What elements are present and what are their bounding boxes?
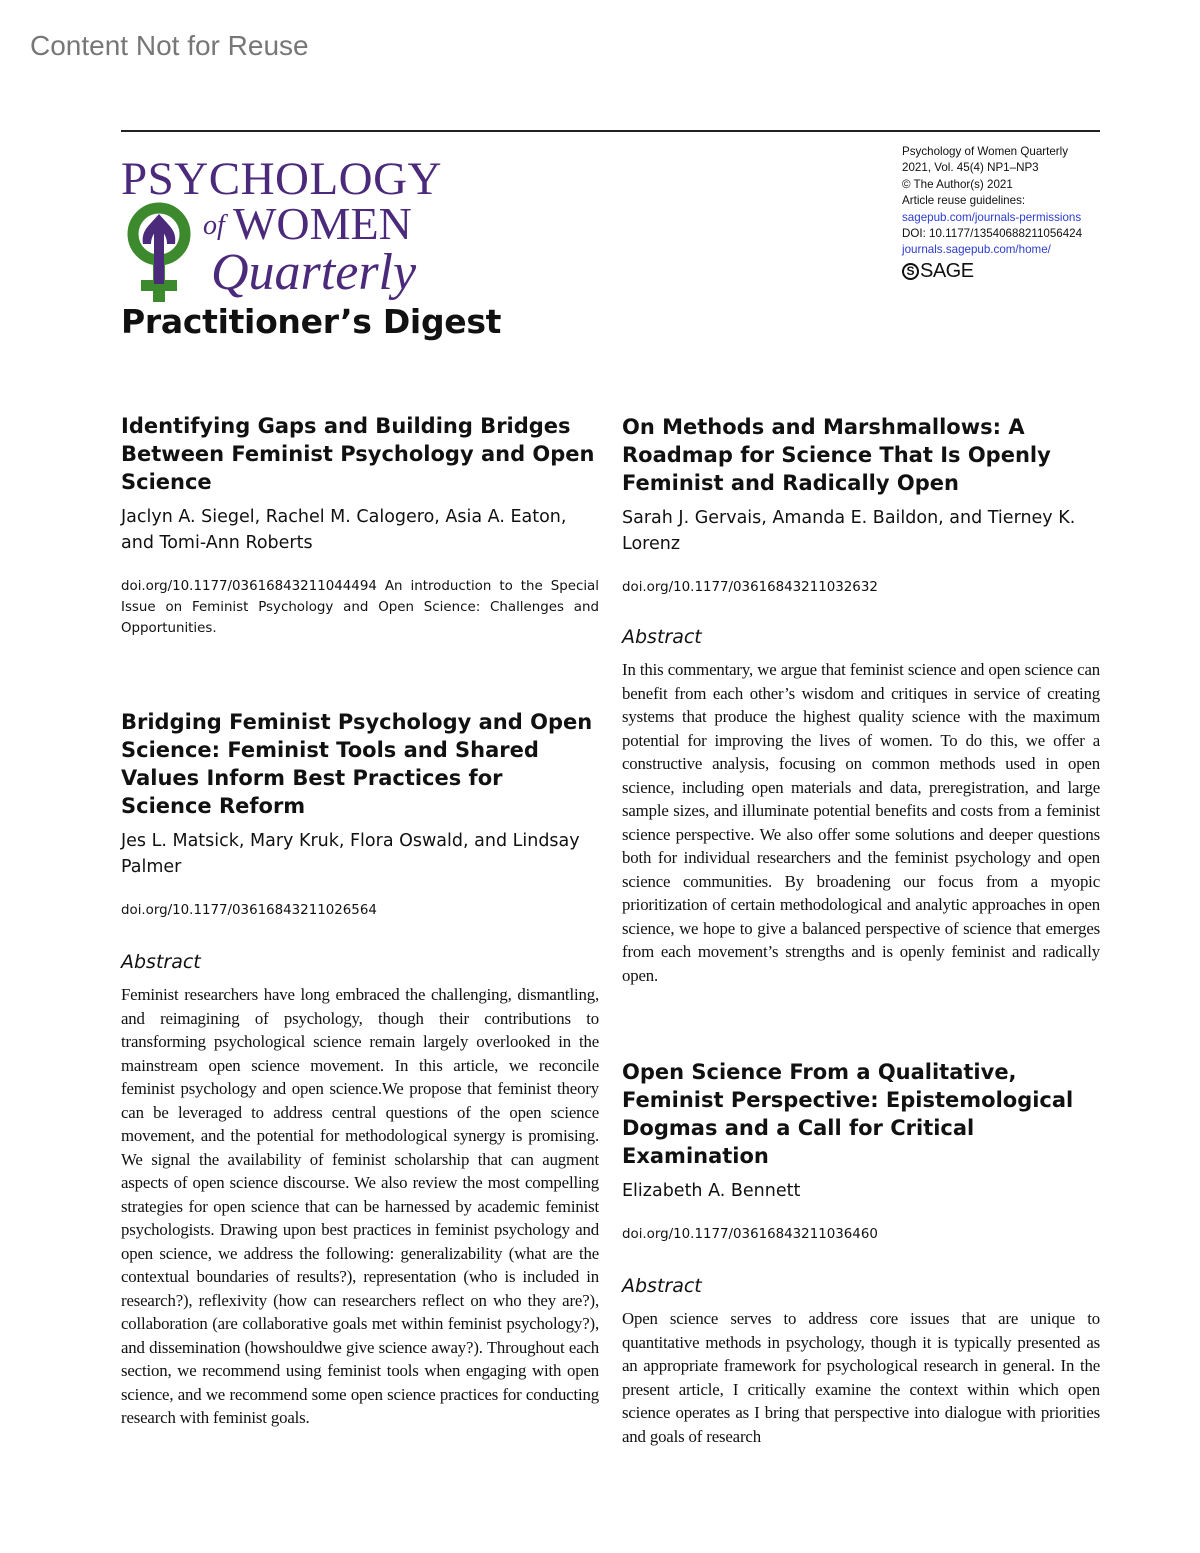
journal-logo bbox=[121, 152, 541, 312]
abstract-text: Feminist researchers have long embraced the challenging, dismantling, and reimagining of psychology, though their contributions to transforming psychological science remain largely overlooked in the mainstream open science movement. In this article, we reconcile feminist psychology and open science.We propose that feminist theory can be leveraged to address central questions of the open science movement, and the potential for methodological synergy is promising. We signal the availability of feminist scholarship that can augment aspects of open science discourse. We also review the most compelling strategies for open science that can be harnessed by academic feminist psychologists. Drawing upon best practices in feminist psychology and open science, we address the following: generalizability (what are the contextual boundaries of results?), representation (who is included in research?), reflexivity (how can researchers reflect on who they are?), collaboration (are collaborative goals met within feminist psychology?), and dissemination (howshouldwe give science away?). Throughout each section, we recommend using feminist tools when engaging with open science, and we recommend some open science practices for conducting research with feminist goals. bbox=[121, 985, 599, 1427]
abstract-heading: Abstract bbox=[121, 951, 201, 973]
article-authors: Jes L. Matsick, Mary Kruk, Flora Oswald, and Lindsay Palmer bbox=[121, 831, 580, 877]
article-title: Bridging Feminist Psychology and Open Science: Feminist Tools and Shared Values Inform Best Practices for Science Reform bbox=[121, 710, 593, 818]
abstract-text: Open science serves to address core issues that are unique to quantitative methods in psychology, though it is typically presented as an appropriate framework for psychological research in general. In the present article, I critically examine the context within which open science operates as I bring that perspective into dialogue with priorities and goals of research bbox=[622, 1309, 1100, 1446]
meta-reuse-link[interactable]: sagepub.com/journals-permissions bbox=[902, 210, 1082, 224]
logo-women-text: WOMEN bbox=[233, 198, 412, 249]
meta-journal: Psychology of Women Quarterly bbox=[902, 145, 1069, 158]
sage-mark-icon: S bbox=[902, 263, 919, 280]
article-4 bbox=[622, 1058, 1100, 1448]
watermark: Content Not for Reuse bbox=[30, 30, 309, 61]
section-title: Practitioner’s Digest bbox=[121, 302, 502, 341]
meta-volume: 2021, Vol. 45(4) NP1–NP3 bbox=[902, 161, 1039, 175]
abstract-heading: Abstract bbox=[622, 1275, 702, 1297]
article-doi bbox=[622, 577, 1100, 598]
journal-meta bbox=[902, 144, 1112, 283]
logo-psychology-text: PSYCHOLOGY bbox=[121, 153, 442, 205]
logo-of-text: of bbox=[203, 210, 225, 241]
abstract-heading: Abstract bbox=[622, 626, 702, 648]
meta-doi: DOI: 10.1177/13540688211056424 bbox=[902, 227, 1083, 241]
meta-copyright: © The Author(s) 2021 bbox=[902, 177, 1013, 191]
doi-note: An introduction to the Special Issue on Feminist Psychology and Open Science: Challenges and Opportunities. bbox=[121, 579, 599, 636]
article-authors: Jaclyn A. Siegel, Rachel M. Calogero, Asia A. Eaton, and Tomi-Ann Roberts bbox=[121, 507, 567, 553]
article-2 bbox=[121, 708, 599, 1430]
article-authors: Elizabeth A. Bennett bbox=[622, 1181, 801, 1201]
logo-quarterly-text: Quarterly bbox=[211, 244, 417, 301]
abstract-text: In this commentary, we argue that feminist science and open science can benefit from each other’s wisdom and critiques in service of creating systems that produce the highest quality science with the maximum potential for improving the lives of women. To do this, we offer a constructive analysis, focusing on common methods used in open science, including open materials and data, preregistration, and large sample sizes, and illuminate potential benefits and costs from a feminist science perspective. We also offer some solutions and deeper questions both for individual researchers and the feminist psychology and open science communities. By broadening our focus from a myopic prioritization of certain methodological and analytic approaches in open science, we hope to give a balanced perspective of science that emerges from each movement’s strengths and is openly feminist and radically open. bbox=[622, 660, 1100, 985]
article-title: On Methods and Marshmallows: A Roadmap for Science That Is Openly Feminist and Radically Open bbox=[622, 415, 1051, 495]
meta-reuse-label: Article reuse guidelines: bbox=[902, 194, 1026, 208]
article-3 bbox=[622, 413, 1100, 987]
article-doi bbox=[622, 1224, 1100, 1245]
header-rule bbox=[121, 130, 1100, 132]
article-doi bbox=[121, 576, 599, 639]
doi-link[interactable]: doi.org/10.1177/03616843211026564 bbox=[121, 903, 377, 918]
sage-logo bbox=[902, 260, 1112, 283]
doi-link[interactable]: doi.org/10.1177/03616843211036460 bbox=[622, 1227, 878, 1242]
doi-link[interactable]: doi.org/10.1177/03616843211032632 bbox=[622, 580, 878, 595]
venus-symbol-icon bbox=[123, 200, 199, 304]
article-title: Open Science From a Qualitative, Feminist Perspective: Epistemological Dogmas and a Call for Critical Examination bbox=[622, 1060, 1074, 1168]
sage-wordmark: SAGE bbox=[920, 260, 974, 283]
meta-home-link[interactable]: journals.sagepub.com/home/ bbox=[902, 243, 1051, 257]
doi-link[interactable]: doi.org/10.1177/03616843211044494 bbox=[121, 579, 377, 594]
article-authors: Sarah J. Gervais, Amanda E. Baildon, and Tierney K. Lorenz bbox=[622, 508, 1076, 554]
article-title: Identifying Gaps and Building Bridges Between Feminist Psychology and Open Science bbox=[121, 414, 595, 494]
article-doi bbox=[121, 900, 599, 921]
article-1 bbox=[121, 412, 599, 639]
